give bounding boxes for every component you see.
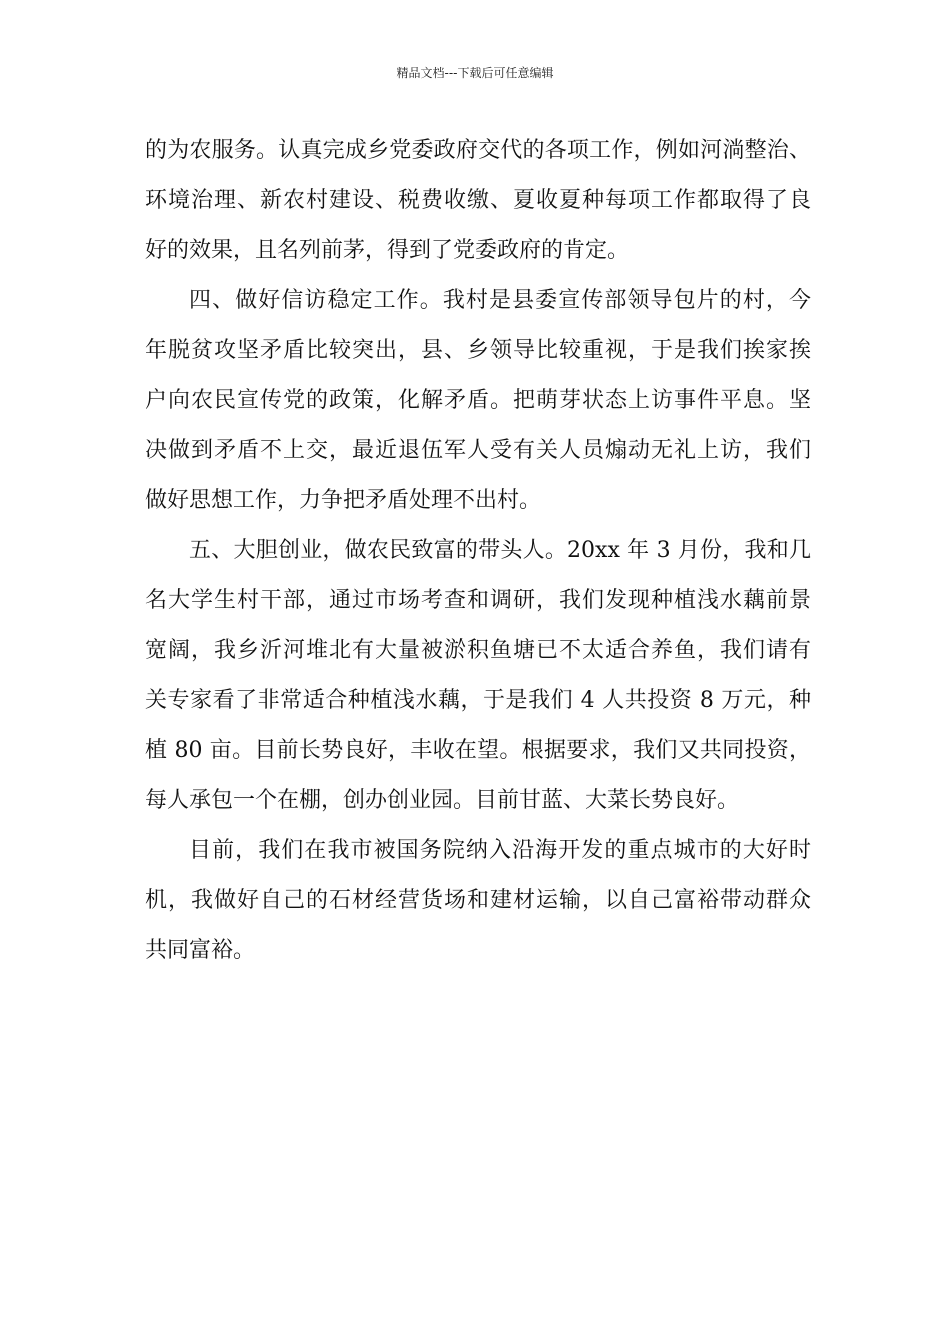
text-line: 名大学生村干部，通过市场考查和调研，我们发现种植浅水藕前景 — [145, 588, 811, 613]
text-line: 目前，我们在我市被国务院纳入沿海开发的重点城市的大好时 — [189, 838, 811, 863]
text-line: 的为农服务。认真完成乡党委政府交代的各项工作，例如河淌整治、 — [145, 138, 811, 163]
text-line: 共同富裕。 — [145, 938, 256, 963]
text-line: 每人承包一个在棚，创办创业园。目前甘蓝、大菜长势良好。 — [145, 788, 740, 813]
text-line: 五、大胆创业，做农民致富的带头人。20xx 年 3 月份，我和几 — [189, 538, 811, 563]
text-line: 关专家看了非常适合种植浅水藕，于是我们 4 人共投资 8 万元，种 — [145, 688, 811, 713]
text-line: 决做到矛盾不上交，最近退伍军人受有关人员煽动无礼上访，我们 — [145, 438, 811, 463]
text-line: 做好思想工作，力争把矛盾处理不出村。 — [145, 488, 542, 513]
document-body — [145, 126, 811, 976]
text-line: 机，我做好自己的石材经营货场和建材运输，以自己富裕带动群众 — [145, 888, 811, 913]
text-line: 四、做好信访稳定工作。我村是县委宣传部领导包片的村，今 — [189, 288, 811, 313]
text-line: 环境治理、新农村建设、税费收缴、夏收夏种每项工作都取得了良 — [145, 188, 811, 213]
page-header: 精品文档---下载后可任意编辑 — [396, 66, 554, 80]
text-line: 宽阔，我乡沂河堆北有大量被淤积鱼塘已不太适合养鱼，我们请有 — [145, 638, 811, 663]
text-line: 好的效果，且名列前茅，得到了党委政府的肯定。 — [145, 238, 630, 263]
text-line: 户向农民宣传党的政策，化解矛盾。把萌芽状态上访事件平息。坚 — [145, 388, 811, 413]
text-line: 植 80 亩。目前长势良好，丰收在望。根据要求，我们又共同投资， — [145, 738, 811, 763]
text-line: 年脱贫攻坚矛盾比较突出，县、乡领导比较重视，于是我们挨家挨 — [145, 338, 811, 363]
